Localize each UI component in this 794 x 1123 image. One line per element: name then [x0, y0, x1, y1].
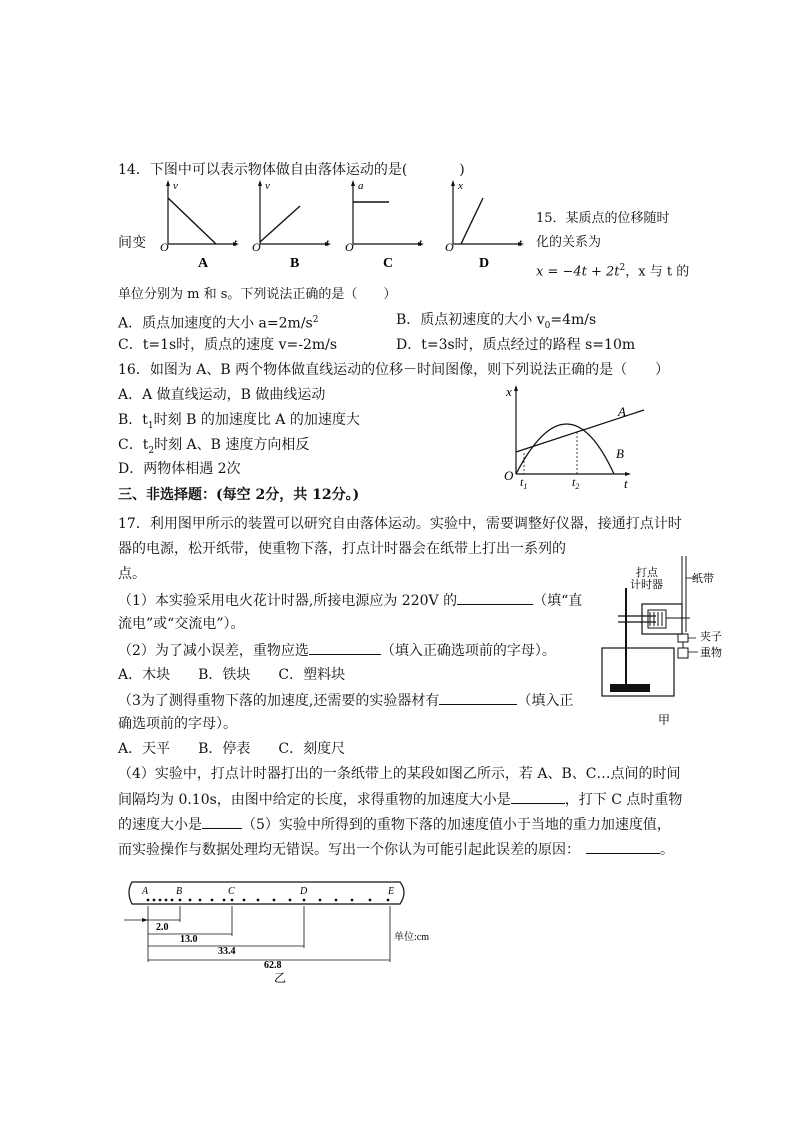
q17-part2: （2）为了减小误差，重物应选 （填入正确选项前的字母）。 — [118, 640, 556, 661]
q16-option-b: B．$t_1$时刻 B 的加速度比 A 的加速度大 — [118, 412, 360, 431]
q15-option-b: B．质点初速度的大小 $v_0=4m/s$ — [396, 312, 597, 331]
timer-label-2: 计时器 — [630, 579, 663, 591]
q17-part5-line2: 而实验操作与数据处理均无错误。写出一个你认为可能引起此误差的原因： 。 — [118, 839, 674, 860]
origin: O — [504, 468, 514, 483]
dim-ad: 33.4 — [218, 946, 236, 957]
tape-caption: 乙 — [274, 971, 287, 985]
q14-stem: 14．下图中可以表示物体做自由落体运动的是( ) — [118, 162, 465, 178]
q14-graph-b — [252, 178, 337, 271]
xlabel-c: t — [419, 237, 423, 249]
tape-diagram — [118, 878, 448, 986]
q14-graph-d — [445, 178, 530, 271]
q14-graph-c — [345, 178, 430, 271]
point-c: C — [228, 886, 235, 897]
q17-part4-5-line: 的速度大小是 （5）实验中所得到的重物下落的加速度值小于当地的重力加速度值， — [118, 814, 671, 835]
t2-label: $t_2$ — [572, 475, 580, 491]
q15-option-a: A．质点加速度的大小 $a=2m/s^2$ — [118, 315, 319, 332]
q17-part1-line1: （1）本实验采用电火花计时器,所接电源应为 220V 的 （填“直 — [118, 590, 582, 611]
tape-unit: 单位:cm — [394, 932, 429, 943]
q17-stem1: 17．利用图甲所示的装置可以研究自由落体运动。实验中，需要调整好仪器，接通打点计时 — [118, 516, 682, 532]
point-b: B — [176, 886, 183, 897]
blank-2 — [309, 640, 381, 655]
q16-option-d: D．两物体相遇 2次 — [118, 461, 241, 477]
xlabel-b: t — [326, 237, 330, 249]
q17-part4-line2: 间隔均为 0.10s，由图中给定的长度，求得重物的加速度大小是 ，打下 C 点时重物 — [118, 789, 682, 810]
q14-graph-a — [160, 178, 245, 271]
blank-4 — [511, 789, 565, 804]
clip-label: 夹子 — [700, 631, 722, 643]
q15-line1: 15．某质点的位移随时 — [536, 211, 670, 226]
label-d: D — [479, 256, 490, 271]
line-b-label: B — [616, 446, 624, 461]
point-d: D — [300, 886, 308, 897]
q17-part3-options: A．天平 B．停表 C．刻度尺 — [118, 741, 346, 757]
blank-3 — [439, 690, 517, 705]
q17-stem3: 点。 — [118, 566, 146, 582]
q15-line3: 单位分别为 m 和 s。下列说法正确的是（ ） — [118, 287, 397, 302]
label-a: A — [198, 256, 209, 271]
blank-1 — [457, 590, 533, 605]
ylabel-a: v — [173, 180, 178, 192]
ylabel-c: a — [358, 180, 364, 192]
blank-5 — [202, 814, 242, 829]
xlabel: t — [624, 476, 628, 491]
dim-ab: 2.0 — [156, 922, 169, 933]
apparatus-diagram — [596, 548, 736, 728]
apparatus-caption: 甲 — [658, 713, 671, 727]
t1-label: $t_1$ — [520, 475, 528, 491]
label-b: B — [290, 256, 300, 271]
ylabel: x — [506, 384, 512, 399]
tape-label: 纸带 — [692, 573, 714, 585]
q14-fragment: 间变 — [118, 235, 146, 251]
q17-part3-line1: （3为了测得重物下落的加速度,还需要的实验器材有 （填入正 — [118, 690, 573, 711]
q16-option-a: A．A 做直线运动，B 做曲线运动 — [118, 387, 326, 403]
q15-formula: $x = -4t + 2t^2$，x 与 t 的 — [536, 263, 690, 280]
dim-ae: 62.8 — [264, 960, 282, 971]
q16-option-c: C．$t_2$时刻 A、B 速度方向相反 — [118, 437, 310, 456]
q15-line2: 化的关系为 — [536, 235, 602, 250]
point-e: E — [388, 886, 395, 897]
ylabel-b: v — [265, 180, 270, 192]
dim-ac: 13.0 — [180, 934, 198, 945]
xlabel-a: t — [234, 237, 238, 249]
origin-c: O — [345, 240, 354, 254]
line-a-label: A — [618, 404, 626, 419]
xlabel-d: t — [519, 237, 523, 249]
q17-part1-line2: 流电”或“交流电”）。 — [118, 616, 245, 632]
q15-option-c: C．t=1s时，质点的速度 v=-2m/s — [118, 337, 338, 353]
q17-part2-options: A．木块 B．铁块 C．塑料块 — [118, 667, 346, 683]
weight-label: 重物 — [700, 647, 722, 659]
blank-6 — [586, 839, 660, 854]
timer-label: 打点 — [636, 567, 658, 579]
q17-part4-line1: （4）实验中，打点计时器打出的一条纸带上的某段如图乙所示，若 A、B、C…点间的时间 — [118, 766, 681, 782]
q15-option-d: D．t=3s时，质点经过的路程 s=10m — [396, 337, 636, 353]
label-c: C — [383, 256, 394, 271]
q16-xt-graph — [500, 380, 640, 491]
origin-b: O — [252, 240, 261, 254]
q16-stem: 16．如图为 A、B 两个物体做直线运动的位移－时间图像，则下列说法正确的是（ ） — [118, 362, 670, 378]
point-a: A — [142, 886, 149, 897]
origin-d: O — [445, 240, 454, 254]
ylabel-d: x — [458, 180, 463, 192]
q17-part3-line2: 确选项前的字母）。 — [118, 716, 237, 732]
section3-heading: 三、非选择题：(每空 2分，共 12分。) — [118, 487, 360, 503]
q17-stem2: 器的电源，松开纸带，使重物下落，打点计时器会在纸带上打出一系列的 — [118, 541, 566, 557]
origin-a: O — [160, 240, 169, 254]
